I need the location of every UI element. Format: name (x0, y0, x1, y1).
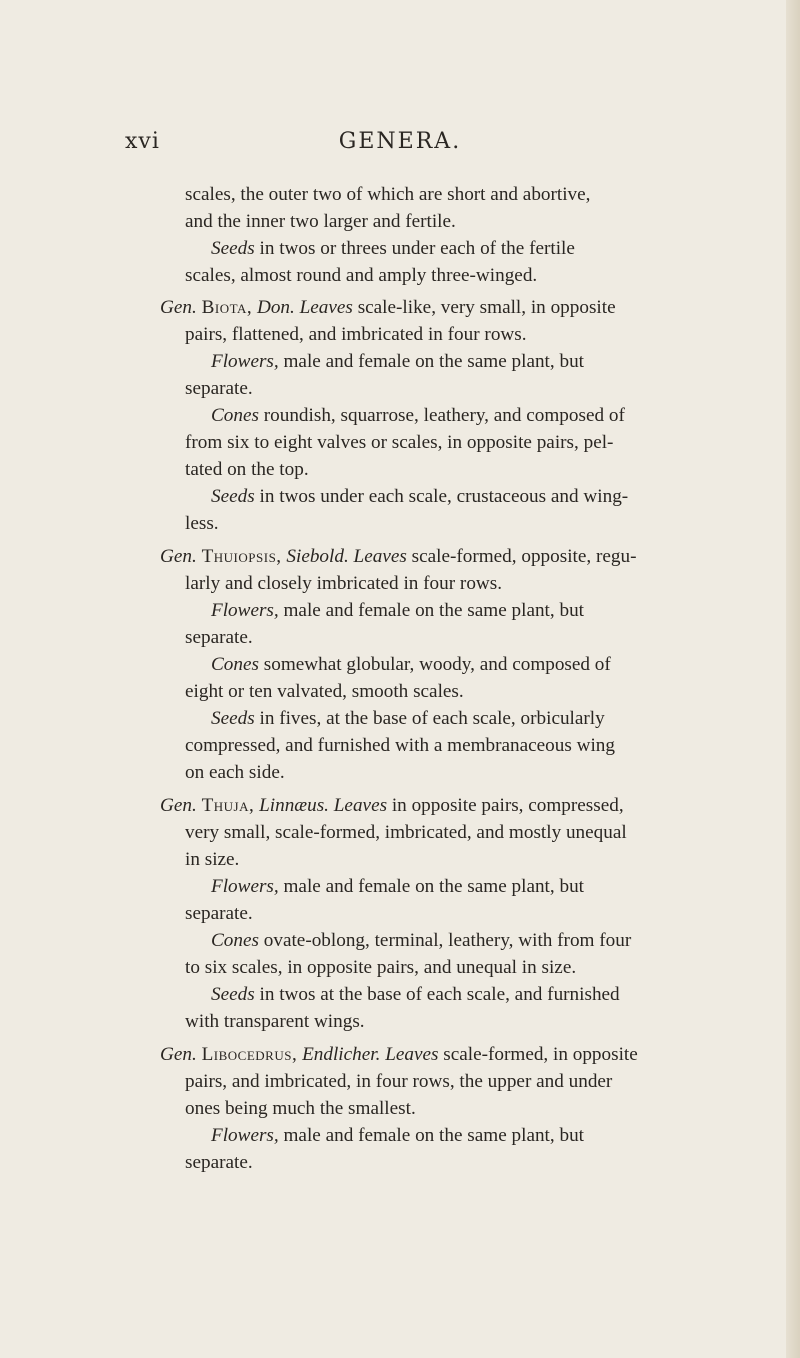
text-line: separate. (185, 378, 253, 399)
text-line: Cones roundish, squarrose, leathery, and composed of (211, 405, 625, 426)
text-line: Flowers, male and female on the same plant, but (211, 1125, 584, 1146)
text-line: Flowers, male and female on the same plant, but (211, 351, 584, 372)
text-line: to six scales, in opposite pairs, and unequal in size. (185, 957, 577, 978)
text-line: Seeds in twos at the base of each scale, and furnished (211, 984, 620, 1005)
text-line: compressed, and furnished with a membranaceous wing (185, 735, 615, 756)
text-line: Flowers, male and female on the same plant, but (211, 876, 584, 897)
text-line: in size. (185, 849, 240, 870)
text-line: pairs, and imbricated, in four rows, the upper and under (185, 1071, 613, 1092)
genus-entry-biota: Gen. Biota, Don. Leaves scale-like, very small, in opposite (160, 297, 616, 318)
text-line: from six to eight valves or scales, in opposite pairs, pel- (185, 432, 614, 453)
text-line: on each side. (185, 762, 285, 783)
text-line: pairs, flattened, and imbricated in four rows. (185, 324, 527, 345)
text-line: separate. (185, 903, 253, 924)
text-line: larly and closely imbricated in four rows. (185, 573, 503, 594)
text-line: with transparent wings. (185, 1011, 365, 1032)
text-line: separate. (185, 1152, 253, 1173)
genus-entry-libocedrus: Gen. Libocedrus, Endlicher. Leaves scale-formed, in opposite (160, 1044, 638, 1065)
text-line: Cones somewhat globular, woody, and composed of (211, 654, 611, 675)
text-line: scales, the outer two of which are short and abortive, (185, 184, 591, 205)
genus-entry-thuja: Gen. Thuja, Linnæus. Leaves in opposite pairs, compressed, (160, 795, 624, 816)
text-line: Seeds in fives, at the base of each scale, orbicularly (211, 708, 605, 729)
text-line: ones being much the smallest. (185, 1098, 416, 1119)
text-line: very small, scale-formed, imbricated, and mostly unequal (185, 822, 627, 843)
page-edge-shadow (786, 0, 800, 1358)
page-number: xvi (125, 129, 160, 154)
text-line: Cones ovate-oblong, terminal, leathery, with from four (211, 930, 632, 951)
text-line: scales, almost round and amply three-winged. (185, 265, 538, 286)
text-line: and the inner two larger and fertile. (185, 211, 456, 232)
text-line: less. (185, 513, 219, 534)
text-line: tated on the top. (185, 459, 309, 480)
genus-entry-thuiopsis: Gen. Thuiopsis, Siebold. Leaves scale-formed, opposite, regu- (160, 546, 637, 567)
running-title: GENERA. (338, 129, 462, 154)
page-header (0, 129, 800, 159)
text-line: separate. (185, 627, 253, 648)
text-line: eight or ten valvated, smooth scales. (185, 681, 464, 702)
text-line: Seeds in twos or threes under each of the fertile (211, 238, 575, 259)
text-line: Seeds in twos under each scale, crustaceous and wing- (211, 486, 629, 507)
text-line: Flowers, male and female on the same plant, but (211, 600, 584, 621)
